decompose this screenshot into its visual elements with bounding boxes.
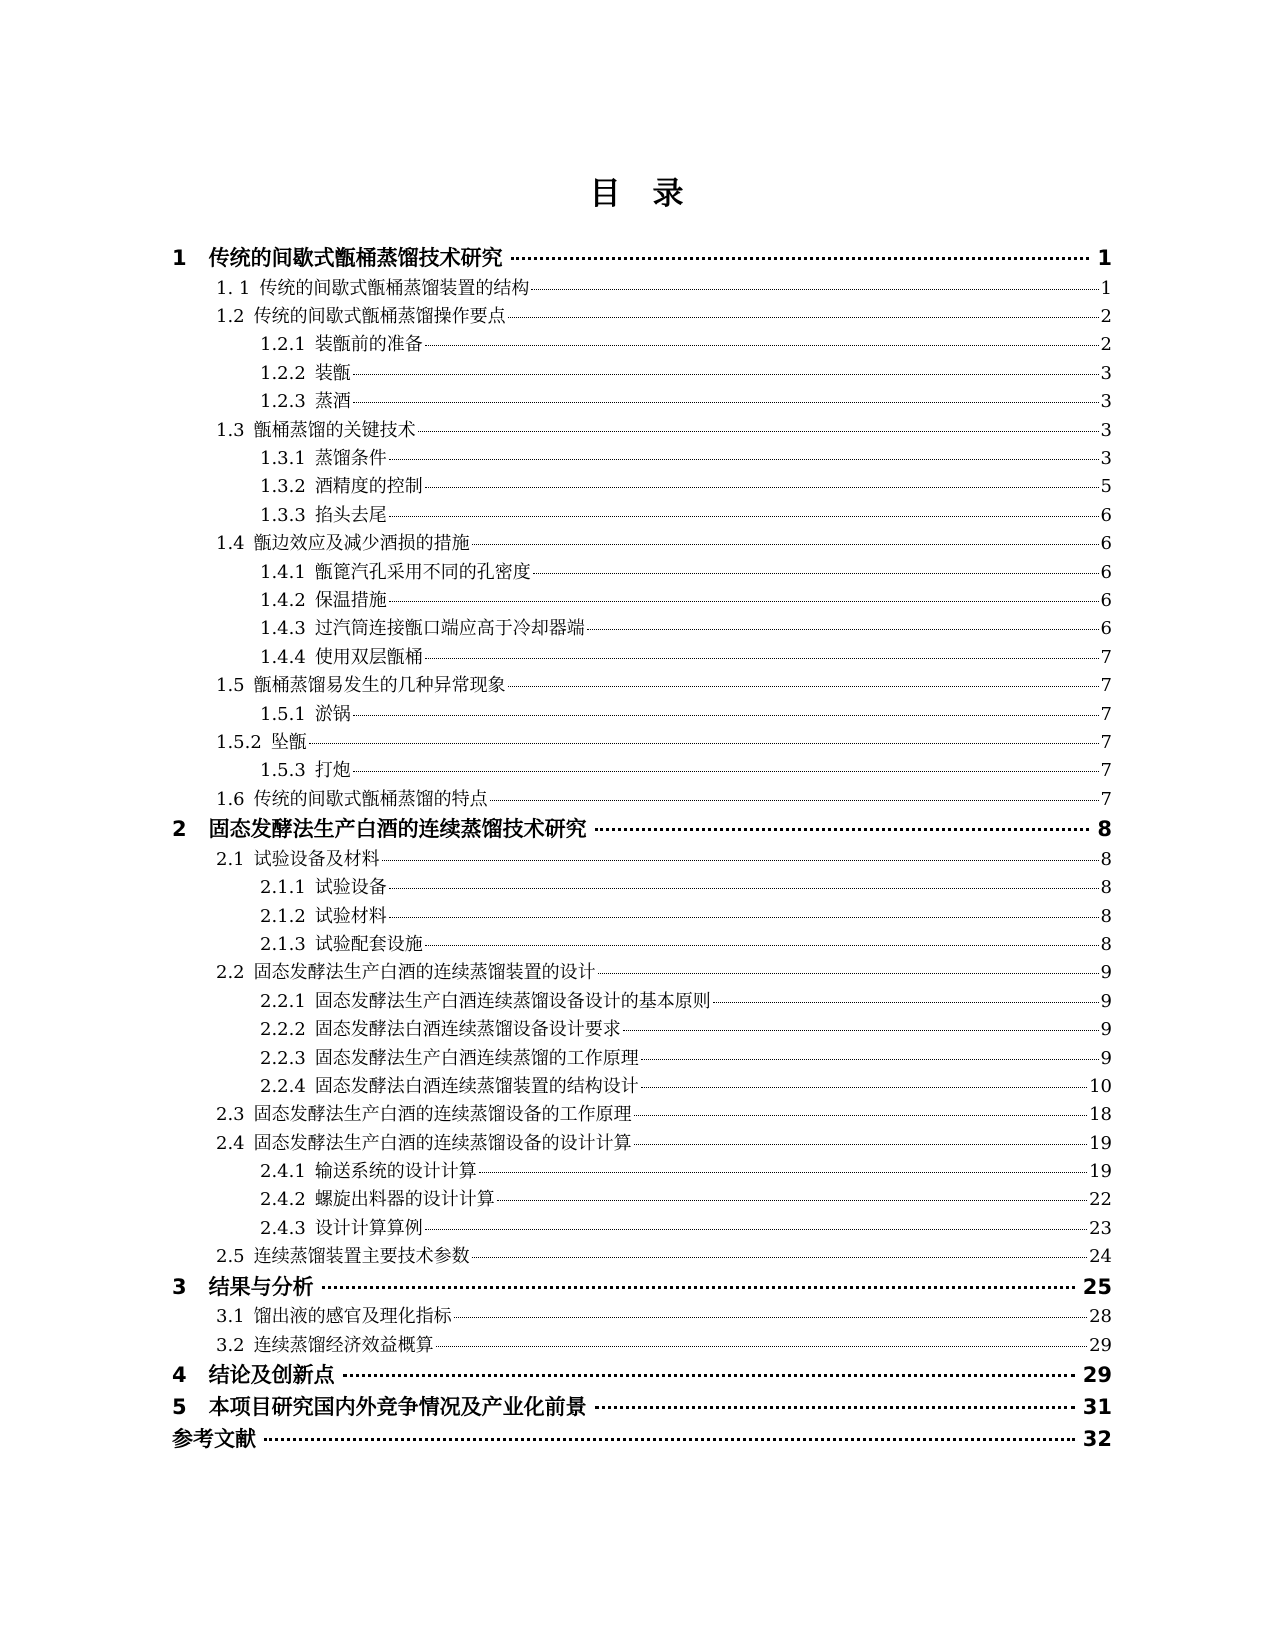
dot-leader [713, 1002, 1099, 1003]
dot-leader [425, 345, 1099, 346]
dot-leader [389, 917, 1099, 918]
table-of-contents [172, 243, 1112, 1455]
toc-entry[interactable] [172, 360, 1112, 388]
toc-entry[interactable] [172, 959, 1112, 987]
toc-entry[interactable] [172, 1360, 1112, 1392]
toc-page-number: 3 [1100, 419, 1112, 441]
toc-title: 传统的间歇式甑桶蒸馏装置的结构 [259, 277, 530, 299]
toc-title: 坠甑 [270, 731, 307, 753]
toc-title: 固态发酵法白酒连续蒸馏装置的结构设计 [314, 1075, 639, 1097]
toc-title: 连续蒸馏经济效益概算 [253, 1334, 434, 1356]
toc-page-number: 19 [1089, 1132, 1112, 1154]
toc-number: 1.5.3 [260, 760, 306, 782]
toc-title: 固态发酵法白酒连续蒸馏设备设计要求 [314, 1019, 621, 1041]
toc-page-number: 28 [1089, 1306, 1112, 1328]
toc-entry[interactable] [172, 1130, 1112, 1158]
dot-leader [436, 1346, 1087, 1347]
toc-title: 传统的间歇式甑桶蒸馏操作要点 [253, 306, 506, 328]
toc-entry[interactable] [172, 502, 1112, 530]
page-title [0, 172, 1275, 216]
toc-number: 2.1.1 [260, 877, 306, 899]
toc-entry[interactable] [172, 1272, 1112, 1304]
toc-entry[interactable] [172, 701, 1112, 729]
toc-number: 3 [172, 1274, 187, 1299]
toc-title: 试验配套设施 [314, 933, 423, 955]
toc-entry[interactable] [172, 988, 1112, 1016]
toc-entry[interactable] [172, 1186, 1112, 1214]
toc-title: 使用双层甑桶 [314, 646, 423, 668]
toc-title: 蒸酒 [314, 391, 351, 413]
dot-leader [472, 544, 1099, 545]
toc-number: 2.1.3 [260, 933, 306, 955]
toc-page-number: 8 [1100, 933, 1112, 955]
dot-leader [490, 800, 1099, 801]
dot-leader [389, 516, 1099, 517]
toc-number: 1 [172, 246, 187, 270]
toc-entry[interactable] [172, 388, 1112, 416]
toc-title: 本项目研究国内外竞争情况及产业化前景 [208, 1394, 587, 1419]
toc-title: 固态发酵法生产白酒的连续蒸馏装置的设计 [253, 962, 596, 984]
toc-page-number: 8 [1100, 877, 1112, 899]
toc-page-number: 7 [1100, 788, 1112, 810]
toc-title: 传统的间歇式甑桶蒸馏的特点 [253, 788, 488, 810]
toc-entry[interactable] [172, 1243, 1112, 1271]
toc-title: 掐头去尾 [314, 504, 387, 526]
toc-entry[interactable] [172, 644, 1112, 672]
toc-title: 甑边效应及减少酒损的措施 [253, 533, 470, 555]
dot-leader [264, 1438, 1075, 1441]
toc-title: 淤锅 [314, 703, 351, 725]
toc-page-number: 7 [1100, 703, 1112, 725]
toc-entry[interactable] [172, 814, 1112, 846]
toc-number: 2.2.1 [260, 990, 306, 1012]
dot-leader [343, 1374, 1075, 1377]
toc-entry[interactable] [172, 275, 1112, 303]
toc-page-number: 2 [1100, 334, 1112, 356]
toc-title: 打炮 [314, 760, 351, 782]
dot-leader [353, 402, 1099, 403]
title-char-1: 目 [589, 176, 623, 212]
toc-number: 1.3 [216, 419, 245, 441]
toc-number: 3.2 [216, 1334, 245, 1356]
toc-number: 2.1 [216, 848, 245, 870]
dot-leader [389, 888, 1099, 889]
toc-number: 1.4.1 [260, 561, 306, 583]
dot-leader [634, 1144, 1087, 1145]
toc-page-number: 1 [1097, 246, 1112, 270]
toc-entry[interactable] [172, 1392, 1112, 1424]
toc-number: 2.4 [216, 1132, 245, 1154]
toc-entry[interactable] [172, 587, 1112, 615]
toc-number: 5 [172, 1394, 187, 1419]
toc-number: 2.2 [216, 962, 245, 984]
toc-number: 2.1.2 [260, 905, 306, 927]
dot-leader [418, 431, 1099, 432]
toc-entry[interactable] [172, 1073, 1112, 1101]
toc-page-number: 7 [1100, 646, 1112, 668]
toc-entry[interactable] [172, 417, 1112, 445]
toc-number: 1.3.2 [260, 476, 306, 498]
toc-page-number: 23 [1089, 1217, 1112, 1239]
dot-leader [634, 1115, 1087, 1116]
dot-leader [623, 1030, 1099, 1031]
toc-entry[interactable] [172, 1424, 1112, 1456]
toc-title: 参考文献 [172, 1426, 256, 1451]
toc-number: 1.4.3 [260, 618, 306, 640]
toc-number: 1.2.2 [260, 362, 306, 384]
toc-number: 1.2.3 [260, 391, 306, 413]
dot-leader [454, 1317, 1087, 1318]
toc-page-number: 3 [1100, 448, 1112, 470]
toc-title: 试验设备及材料 [253, 848, 380, 870]
toc-page-number: 29 [1089, 1334, 1112, 1356]
toc-page-number: 7 [1100, 675, 1112, 697]
toc-entry[interactable] [172, 331, 1112, 359]
toc-number: 2.4.3 [260, 1217, 306, 1239]
toc-title: 甑篦汽孔采用不同的孔密度 [314, 561, 531, 583]
dot-leader [479, 1172, 1087, 1173]
toc-page-number: 8 [1097, 817, 1112, 842]
toc-number: 1.4 [216, 533, 245, 555]
toc-page-number: 8 [1100, 848, 1112, 870]
dot-leader [511, 257, 1090, 260]
dot-leader [425, 1229, 1087, 1230]
dot-leader [595, 1406, 1075, 1409]
toc-page-number: 6 [1100, 533, 1112, 555]
toc-entry[interactable] [172, 786, 1112, 814]
dot-leader [425, 487, 1099, 488]
toc-number: 2.2.2 [260, 1019, 306, 1041]
toc-page-number: 7 [1100, 760, 1112, 782]
toc-entry[interactable] [172, 530, 1112, 558]
toc-number: 1.2 [216, 306, 245, 328]
toc-title: 固态发酵法生产白酒的连续蒸馏技术研究 [208, 817, 587, 842]
toc-title: 试验设备 [314, 877, 387, 899]
dot-leader [497, 1200, 1087, 1201]
dot-leader [587, 629, 1099, 630]
toc-number: 3.1 [216, 1306, 245, 1328]
toc-title: 馏出液的感官及理化指标 [253, 1306, 452, 1328]
toc-page-number: 5 [1100, 476, 1112, 498]
toc-page-number: 9 [1100, 962, 1112, 984]
toc-title: 结果与分析 [208, 1274, 314, 1299]
toc-entry[interactable] [172, 1016, 1112, 1044]
toc-entry[interactable] [172, 1303, 1112, 1331]
toc-entry[interactable] [172, 445, 1112, 473]
toc-page-number: 32 [1082, 1426, 1112, 1451]
dot-leader [472, 1257, 1087, 1258]
toc-page-number: 9 [1100, 1019, 1112, 1041]
toc-page-number: 9 [1100, 1047, 1112, 1069]
toc-entry[interactable] [172, 243, 1112, 275]
toc-page-number: 22 [1089, 1189, 1112, 1211]
toc-entry[interactable] [172, 903, 1112, 931]
toc-title: 试验材料 [314, 905, 387, 927]
toc-entry[interactable] [172, 473, 1112, 501]
toc-entry[interactable] [172, 846, 1112, 874]
dot-leader [425, 658, 1099, 659]
dot-leader [353, 715, 1099, 716]
toc-title: 蒸馏条件 [314, 448, 387, 470]
toc-title: 传统的间歇式甑桶蒸馏技术研究 [208, 246, 503, 270]
toc-number: 2 [172, 817, 187, 842]
dot-leader [641, 1059, 1099, 1060]
toc-entry[interactable] [172, 1101, 1112, 1129]
dot-leader [353, 771, 1099, 772]
toc-number: 1.2.1 [260, 334, 306, 356]
dot-leader [531, 289, 1098, 290]
toc-title: 结论及创新点 [208, 1363, 335, 1388]
dot-leader [533, 573, 1099, 574]
toc-page-number: 3 [1100, 391, 1112, 413]
toc-entry[interactable] [172, 757, 1112, 785]
dot-leader [595, 828, 1090, 831]
dot-leader [382, 860, 1099, 861]
toc-entry[interactable] [172, 729, 1112, 757]
toc-page-number: 2 [1100, 306, 1112, 328]
title-char-2: 录 [652, 176, 686, 212]
toc-entry[interactable] [172, 559, 1112, 587]
dot-leader [425, 945, 1099, 946]
toc-title: 甑桶蒸馏的关键技术 [253, 419, 416, 441]
toc-number: 1.3.3 [260, 504, 306, 526]
toc-page-number: 24 [1089, 1246, 1112, 1268]
toc-number: 2.4.1 [260, 1161, 306, 1183]
toc-title: 固态发酵法生产白酒的连续蒸馏设备的设计计算 [253, 1132, 632, 1154]
toc-page-number: 29 [1082, 1363, 1112, 1388]
toc-title: 保温措施 [314, 589, 387, 611]
toc-title: 连续蒸馏装置主要技术参数 [253, 1246, 470, 1268]
toc-title: 固态发酵法生产白酒连续蒸馏设备设计的基本原则 [314, 990, 711, 1012]
toc-title: 螺旋出料器的设计计算 [314, 1189, 495, 1211]
toc-title: 固态发酵法生产白酒的连续蒸馏设备的工作原理 [253, 1104, 632, 1126]
dot-leader [389, 459, 1099, 460]
dot-leader [508, 317, 1099, 318]
toc-entry[interactable] [172, 303, 1112, 331]
toc-page-number: 8 [1100, 905, 1112, 927]
toc-page-number: 19 [1089, 1161, 1112, 1183]
toc-number: 2.5 [216, 1246, 245, 1268]
toc-page-number: 9 [1100, 990, 1112, 1012]
toc-entry[interactable] [172, 931, 1112, 959]
toc-entry[interactable] [172, 1215, 1112, 1243]
toc-page-number: 10 [1089, 1075, 1112, 1097]
toc-number: 1.5 [216, 675, 245, 697]
dot-leader [641, 1087, 1087, 1088]
dot-leader [508, 686, 1099, 687]
toc-number: 1.6 [216, 788, 245, 810]
toc-page-number: 6 [1100, 504, 1112, 526]
toc-page-number: 25 [1082, 1274, 1112, 1299]
toc-page-number: 6 [1100, 589, 1112, 611]
toc-entry[interactable] [172, 1158, 1112, 1186]
toc-number: 1. 1 [216, 277, 251, 299]
toc-number: 2.3 [216, 1104, 245, 1126]
toc-title: 装甑前的准备 [314, 334, 423, 356]
dot-leader [309, 743, 1099, 744]
toc-title: 过汽筒连接甑口端应高于冷却器端 [314, 618, 585, 640]
toc-title: 酒精度的控制 [314, 476, 423, 498]
toc-number: 2.2.3 [260, 1047, 306, 1069]
toc-page-number: 6 [1100, 618, 1112, 640]
toc-number: 2.2.4 [260, 1075, 306, 1097]
toc-entry[interactable] [172, 615, 1112, 643]
toc-title: 装甑 [314, 362, 351, 384]
toc-title: 输送系统的设计计算 [314, 1161, 477, 1183]
toc-number: 2.4.2 [260, 1189, 306, 1211]
toc-number: 1.3.1 [260, 448, 306, 470]
toc-page-number: 6 [1100, 561, 1112, 583]
dot-leader [322, 1286, 1075, 1289]
toc-entry[interactable] [172, 874, 1112, 902]
toc-entry[interactable] [172, 672, 1112, 700]
toc-title: 设计计算算例 [314, 1217, 423, 1239]
toc-page-number: 31 [1082, 1394, 1112, 1419]
toc-number: 1.4.4 [260, 646, 306, 668]
dot-leader [598, 973, 1099, 974]
toc-page-number: 18 [1089, 1104, 1112, 1126]
toc-title: 甑桶蒸馏易发生的几种异常现象 [253, 675, 506, 697]
toc-page-number: 3 [1100, 362, 1112, 384]
toc-entry[interactable] [172, 1332, 1112, 1360]
toc-number: 1.4.2 [260, 589, 306, 611]
toc-page-number: 1 [1100, 277, 1112, 299]
dot-leader [389, 601, 1099, 602]
toc-number: 4 [172, 1363, 187, 1388]
toc-entry[interactable] [172, 1045, 1112, 1073]
toc-page-number: 7 [1100, 731, 1112, 753]
toc-number: 1.5.2 [216, 731, 262, 753]
toc-title: 固态发酵法生产白酒连续蒸馏的工作原理 [314, 1047, 639, 1069]
toc-number: 1.5.1 [260, 703, 306, 725]
dot-leader [353, 374, 1099, 375]
